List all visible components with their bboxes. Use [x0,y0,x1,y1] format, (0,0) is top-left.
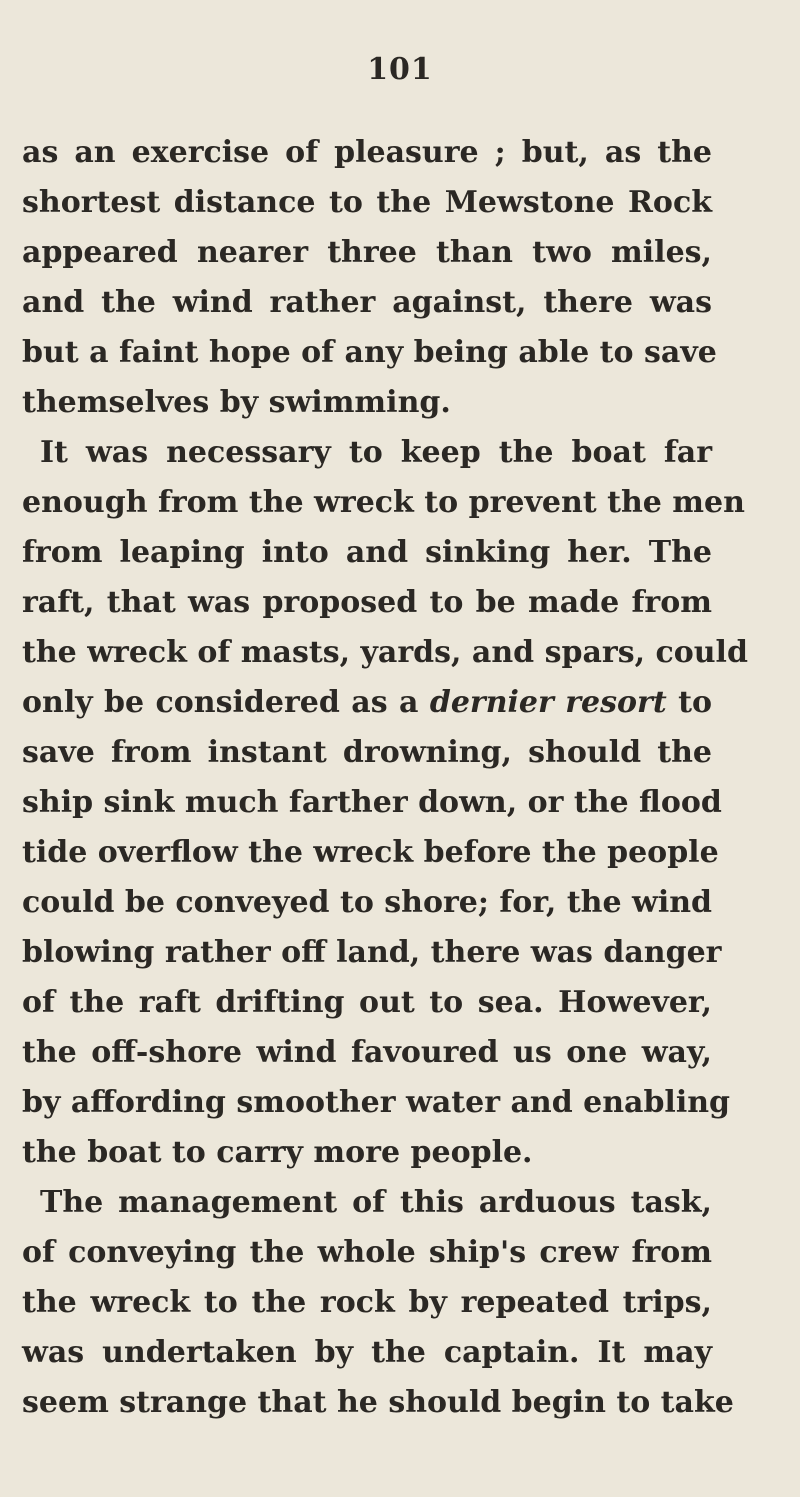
text-line: blowing rather off land, there was danger [22,935,722,970]
text-line: could be conveyed to shore; for, the wind [22,885,713,920]
text-line: shortest distance to the Mewstone Rock [22,185,712,220]
text-line: It was necessary to keep the boat far [40,435,712,470]
text-line: from leaping into and sinking her. The [22,535,712,570]
text-line: the wreck of masts, yards, and spars, could [22,635,748,670]
text-segment: to [678,685,712,720]
text-line: as an exercise of pleasure ; but, as the [22,135,712,170]
text-line: themselves by swimming. [22,385,451,420]
text-line: was undertaken by the captain. It may [22,1335,712,1370]
text-line: raft, that was proposed to be made from [22,585,712,620]
text-line: but a faint hope of any being able to save [22,335,717,370]
text-line: the boat to carry more people. [22,1135,533,1170]
text-line: enough from the wreck to prevent the men [22,485,745,520]
text-line: of conveying the whole ship's crew from [22,1235,712,1270]
text-line: The management of this arduous task, [40,1185,712,1220]
text-segment: only be considered as a [22,685,419,720]
text-line: save from instant drowning, should the [22,735,712,770]
text-line: by affording smoother water and enabling [22,1085,731,1120]
text-line: the wreck to the rock by repeated trips, [22,1285,712,1320]
body-text [22,128,748,1428]
text-line: and the wind rather against, there was [22,285,712,320]
italic-phrase: dernier resort [429,685,667,720]
text-line: tide overflow the wreck before the people [22,835,719,870]
text-line: appeared nearer three than two miles, [22,235,712,270]
text-line: the off-shore wind favoured us one way, [22,1035,712,1070]
page-number: 101 [367,52,433,87]
text-line: of the raft drifting out to sea. However, [22,985,712,1020]
text-line: ship sink much farther down, or the flood [22,785,722,820]
text-line-with-italic [22,678,712,728]
text-line: seem strange that he should begin to take [22,1385,734,1420]
